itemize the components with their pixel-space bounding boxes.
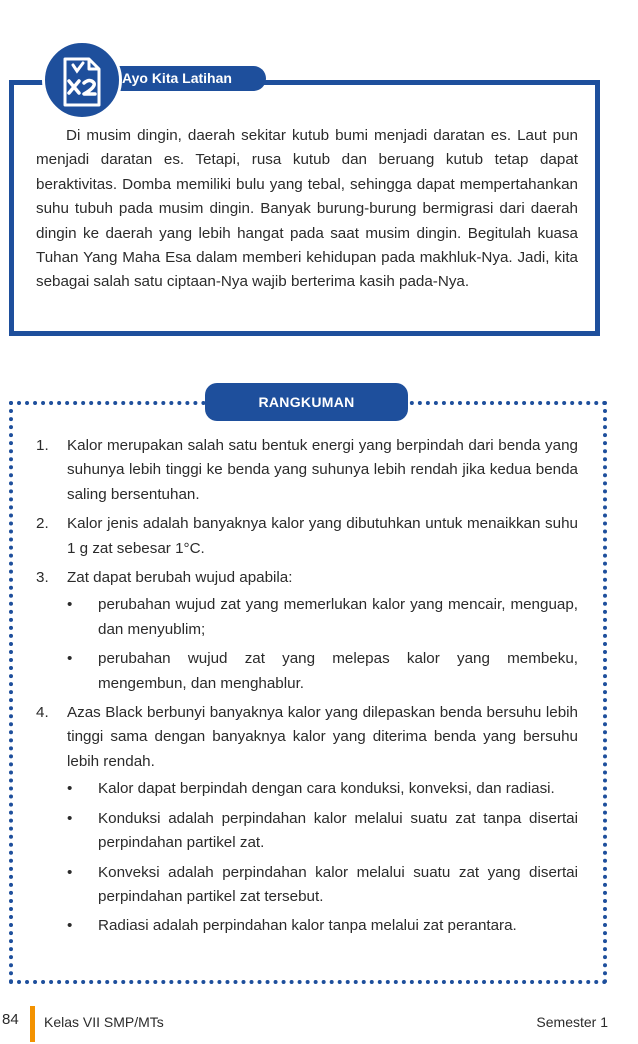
bullet-dot: •: [67, 917, 73, 935]
bullet-dot: •: [67, 780, 73, 798]
latihan-badge: [42, 40, 122, 120]
page-number: 84: [2, 1011, 19, 1028]
bullet-dot: •: [67, 596, 73, 614]
summary-item-1: [36, 434, 578, 507]
bullet-item: [67, 807, 578, 856]
item-number: 4.: [36, 704, 49, 722]
summary-item-3: [36, 566, 578, 696]
summary-list: [36, 434, 578, 944]
item-number: 3.: [36, 569, 49, 587]
bullet-item: [67, 861, 578, 910]
item-number: 2.: [36, 515, 49, 533]
bullet-item: [67, 914, 578, 938]
bullet-dot: •: [67, 650, 73, 668]
bullet-text: Kalor dapat berpindah dengan cara konduksi, konveksi, dan radiasi.: [98, 780, 555, 798]
item-text: Kalor merupakan salah satu bentuk energi yang berpindah dari benda yang suhunya lebih tinggi ke benda yang suhunya lebih rendah jika kedua benda saling bersentuhan.: [67, 437, 578, 503]
bullet-text: perubahan wujud zat yang melepas kalor yang membeku, mengembun, dan menghablur.: [98, 650, 578, 692]
summary-item-2: [36, 512, 578, 561]
latihan-title: Ayo Kita Latihan: [96, 66, 266, 91]
item-text: Azas Black berbunyi banyaknya kalor yang dilepaskan benda bersuhu lebih tinggi sama dengan banyaknya kalor yang diterima benda yang bersuhu lebih rendah.: [67, 704, 578, 770]
rangkuman-title: RANGKUMAN: [205, 383, 408, 421]
bullet-item: [67, 593, 578, 642]
summary-item-4: [36, 701, 578, 939]
exercise-math-icon: [59, 51, 107, 111]
footer-divider: [30, 1006, 35, 1042]
item-text: Zat dapat berubah wujud apabila:: [67, 569, 293, 587]
bullet-dot: •: [67, 863, 73, 881]
bullet-text: perubahan wujud zat yang memerlukan kalor yang mencair, menguap, dan menyublim;: [98, 596, 578, 638]
item-number: 1.: [36, 437, 49, 454]
book-title: Kelas VII SMP/MTs: [44, 1014, 164, 1030]
bullet-dot: •: [67, 809, 73, 827]
bullet-text: Konduksi adalah perpindahan kalor melalui suatu zat tanpa disertai perpindahan partikel zat.: [98, 809, 578, 852]
bullet-item: [67, 647, 578, 696]
latihan-paragraph: Di musim dingin, daerah sekitar kutub bumi menjadi daratan es. Laut pun menjadi daratan es. Tetapi, rusa kutub dan beruang kutub tetap dapat beraktivitas. Domba memiliki bulu yang tebal, sehingga dapat mempertahankan suhu tubuh pada musim dingin. Banyak burung-burung bermigrasi dari daerah dingin ke daerah yang lebih hangat pada saat musim dingin. Begitulah kuasa Tuhan Yang Maha Esa dalam memberi kehidupan pada makhluk-Nya. Jadi, kita sebagai salah satu ciptaan-Nya wajib berterima kasih pada-Nya.: [36, 127, 578, 291]
bullet-text: Radiasi adalah perpindahan kalor tanpa melalui zat perantara.: [98, 917, 517, 935]
semester-label: Semester 1: [536, 1014, 608, 1030]
item-text: Kalor jenis adalah banyaknya kalor yang dibutuhkan untuk menaikkan suhu 1 g zat sebesar 1°C.: [67, 515, 578, 557]
bullet-item: [67, 777, 578, 801]
bullet-text: Konveksi adalah perpindahan kalor melalui suatu zat yang disertai perpindahan partikel zat tersebut.: [98, 863, 578, 905]
